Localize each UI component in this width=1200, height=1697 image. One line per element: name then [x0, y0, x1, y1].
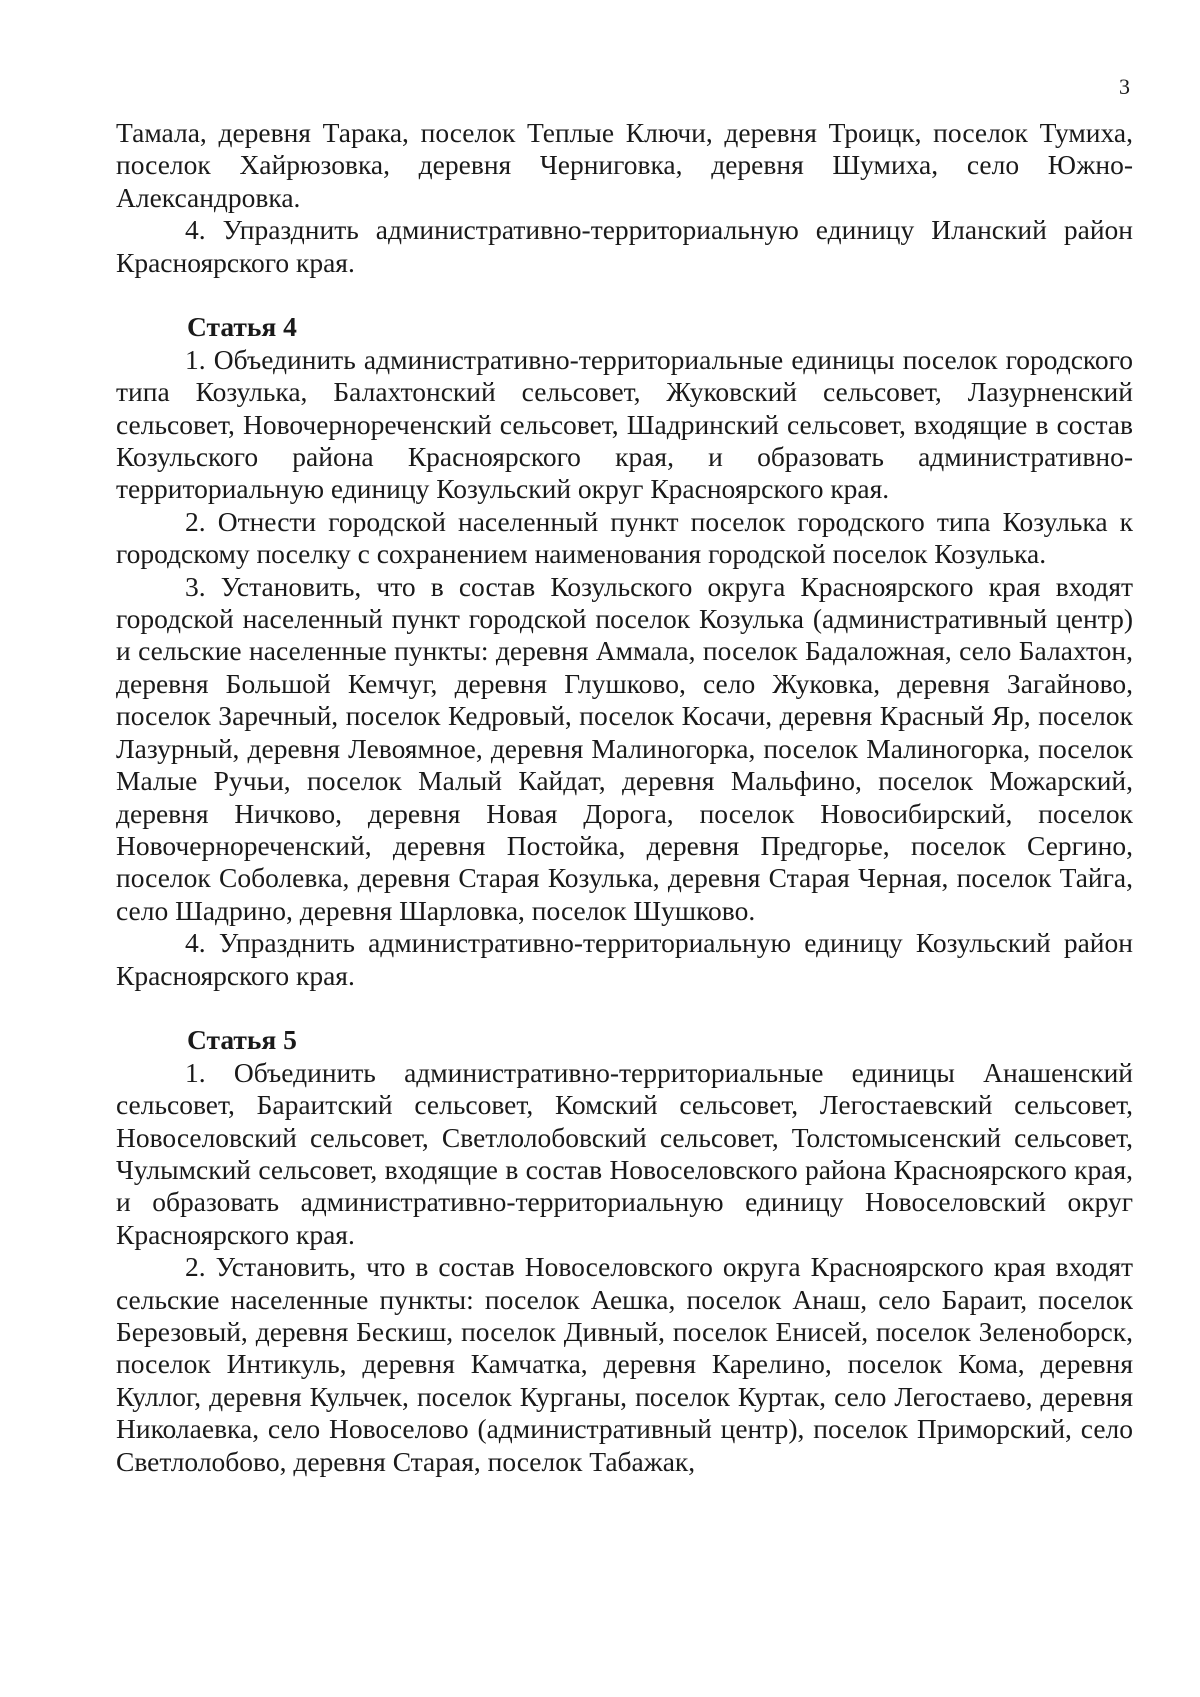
document-body — [116, 117, 1133, 1478]
paragraph: 1. Объединить административно-территориальные единицы поселок городского типа Козулька, Балахтонский сельсовет, Жуковский сельсовет, Лазурненский сельсовет, Новочернореченский сельсовет, Шадринский сельсовет, входящие в состав Козульского района Красноярского края, и образовать административно-территориальную единицу Козульский округ Красноярского края. — [116, 343, 1133, 505]
blank-line — [116, 992, 1133, 1024]
paragraph: 1. Объединить административно-территориальные единицы Анашенский сельсовет, Бараитский сельсовет, Комский сельсовет, Легостаевский сельсовет, Новоселовский сельсовет, Светлолобовский сельсовет, Толстомысенский сельсовет, Чулымский сельсовет, входящие в состав Новоселовского района Красноярского края, и образовать административно-территориальную единицу Новоселовский округ Красноярского края. — [116, 1056, 1133, 1250]
paragraph: Тамала, деревня Тарака, поселок Теплые Ключи, деревня Троицк, поселок Тумиха, поселок Хайрюзовка, деревня Черниговка, деревня Шумиха, село Южно-Александровка. — [116, 117, 1133, 213]
paragraph: 2. Отнести городской населенный пункт поселок городского типа Козулька к городскому поселку с сохранением наименования городской поселок Козулька. — [116, 505, 1133, 570]
article-heading: Статья 5 — [187, 1024, 297, 1056]
paragraph: 4. Упразднить административно-территориальную единицу Иланский район Красноярского края. — [116, 214, 1133, 278]
paragraph: 3. Установить, что в состав Козульского округа Красноярского края входят городской населенный пункт городской поселок Козулька (административный центр) и сельские населенные пункты: деревня Аммала, поселок Бадаложная, село Балахтон, деревня Большой Кемчуг, деревня Глушково, село Жуковка, деревня Загайново, поселок Заречный, поселок Кедровый, поселок Косачи, деревня Красный Яр, поселок Лазурный, деревня Левоямное, деревня Малиногорка, поселок Малиногорка, поселок Малые Ручьи, поселок Малый Кайдат, деревня Мальфино, поселок Можарский, деревня Ничково, деревня Новая Дорога, поселок Новосибирский, поселок Новочернореченский, деревня Постойка, деревня Предгорье, поселок Сергино, поселок Соболевка, деревня Старая Козулька, деревня Старая Черная, поселок Тайга, село Шадрино, деревня Шарловка, поселок Шушково. — [116, 570, 1133, 926]
paragraph: 4. Упразднить административно-территориальную единицу Козульский район Красноярского края. — [116, 927, 1133, 991]
article-heading: Статья 4 — [187, 311, 297, 343]
paragraph: 2. Установить, что в состав Новоселовского округа Красноярского края входят сельские населенные пункты: поселок Аешка, поселок Анаш, село Бараит, поселок Березовый, деревня Бескиш, поселок Дивный, поселок Енисей, поселок Зеленоборск, поселок Интикуль, деревня Камчатка, деревня Карелино, поселок Кома, деревня Куллог, деревня Кульчек, поселок Курганы, поселок Куртак, село Легостаево, деревня Николаевка, село Новоселово (административный центр), поселок Приморский, село Светлолобово, деревня Старая, поселок Табажак, — [116, 1251, 1133, 1477]
blank-line — [116, 279, 1133, 311]
page-number: 3 — [1119, 74, 1130, 99]
